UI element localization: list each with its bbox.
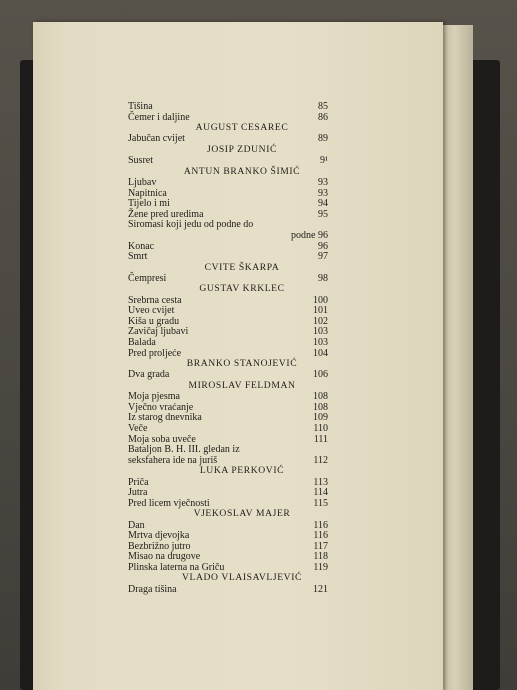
toc-entry-title: Srebrna cesta — [128, 294, 182, 306]
toc-entry — [128, 156, 328, 167]
toc-entry-title: Kiša u gradu — [128, 315, 180, 327]
toc-entry-page: podne 96 — [291, 229, 328, 241]
toc-entry — [128, 585, 328, 596]
toc-entry-page: 113 — [313, 476, 328, 488]
toc-author-heading: MIROSLAV FELDMAN — [188, 380, 296, 391]
toc-entry — [128, 563, 328, 574]
toc-entry-title: Tišina — [128, 101, 153, 112]
toc-entry — [128, 413, 328, 424]
toc-entry-title: Moja soba uveče — [128, 433, 196, 445]
toc-entry-page: 94 — [318, 198, 328, 210]
toc-entry-title: Ljubav — [128, 176, 157, 188]
toc-entry-page: 116 — [313, 519, 328, 531]
toc-entry-page: 106 — [313, 369, 328, 381]
toc-entry-title: Veče — [128, 422, 148, 434]
toc-entry-title: seksfahera ide na juriš — [128, 454, 218, 466]
toc-entry-title: Iz starog dnevnika — [128, 412, 202, 424]
toc-entry-page: 102 — [313, 315, 328, 327]
toc-entry — [128, 274, 328, 285]
toc-entry-title: Tijelo i mi — [128, 198, 170, 210]
toc-entry-title: Dan — [128, 519, 145, 531]
toc-author-heading: BRANKO STANOJEVIĆ — [186, 358, 298, 370]
toc-entry-title: Dva grada — [128, 369, 170, 381]
toc-entry-title: Zavičaj ljubavi — [128, 326, 189, 338]
toc-entry-page: 97 — [318, 251, 328, 263]
toc-entry-title: Žene pred uredima — [128, 208, 204, 220]
toc-author-heading: CVITE ŠKARPA — [204, 261, 280, 273]
toc-entry-page: 118 — [313, 551, 328, 563]
toc-entry-title: Vječno vraćanje — [128, 401, 194, 413]
toc-entry-page: 119 — [313, 561, 328, 573]
toc-entry-page: 95 — [318, 208, 328, 220]
toc-entry — [128, 242, 328, 253]
toc-entry-page: 112 — [313, 454, 328, 466]
toc-entry-title: Plinska laterna na Griču — [128, 561, 225, 573]
toc-entry-title: Uveo cvijet — [128, 305, 175, 317]
toc-entry — [128, 327, 328, 338]
toc-author-heading: VJEKOSLAV MAJER — [193, 508, 291, 520]
toc-entry-page: 103 — [313, 326, 328, 338]
toc-entry-page: 110 — [313, 422, 328, 434]
toc-entry-page: 114 — [313, 487, 328, 499]
toc-entry-page: 108 — [313, 391, 328, 403]
toc-author-heading: JOSIP ZDUNIĆ — [206, 143, 277, 155]
toc-entry-title: Bezbrižno jutro — [128, 540, 191, 552]
toc-entry — [128, 252, 328, 263]
toc-entry-title: Mrtva djevojka — [128, 530, 190, 542]
toc-author-heading: ANTUN BRANKO ŠIMIĆ — [183, 165, 301, 177]
toc-entry — [128, 456, 328, 467]
toc-entry — [128, 370, 328, 381]
toc-entry-title: Bataljon B. H. III. gledan iz — [128, 444, 240, 456]
toc-entry — [128, 178, 328, 189]
toc-entry-page: 116 — [313, 530, 328, 542]
toc-entry-page: 121 — [313, 583, 328, 595]
toc-author-heading: GUSTAV KRKLEC — [199, 283, 285, 295]
table-of-contents — [128, 102, 328, 595]
page-edges — [443, 25, 473, 690]
toc-author-heading: VLADO VLAISAVLJEVIĆ — [181, 572, 303, 584]
toc-entry-page: 101 — [313, 305, 328, 317]
toc-entry-page: 111 — [313, 433, 328, 445]
toc-entry-title: Konac — [128, 240, 155, 252]
toc-entry-page: 104 — [313, 347, 328, 359]
toc-entry — [128, 102, 328, 113]
toc-entry-title: Moja pjesma — [128, 391, 180, 403]
toc-entry-title: Čempresi — [128, 272, 167, 284]
toc-entry-page: 117 — [313, 540, 328, 552]
toc-entry — [128, 349, 328, 360]
toc-entry-title: Misao na drugove — [128, 551, 201, 563]
toc-entry — [128, 134, 328, 145]
toc-entry-title: Pred licem vječnosti — [128, 497, 210, 509]
toc-entry-title: Jabučan cvijet — [128, 133, 185, 145]
toc-author-heading: AUGUST CESAREC — [195, 122, 289, 134]
toc-entry-page: 86 — [318, 111, 328, 123]
toc-entry — [128, 478, 328, 489]
toc-entry-page: 85 — [318, 101, 328, 112]
toc-entry-page: 89 — [318, 133, 328, 145]
toc-entry — [128, 499, 328, 510]
toc-entry-title: Susret — [128, 155, 153, 167]
toc-entry-page: 93 — [318, 176, 328, 188]
toc-entry — [128, 424, 328, 435]
toc-entry-page: 100 — [313, 294, 328, 306]
toc-entry-title: Jutra — [128, 487, 148, 499]
toc-entry-page: 98 — [318, 272, 328, 284]
toc-entry-title: Draga tišina — [128, 583, 177, 595]
toc-entry-title: Čemer i daljine — [128, 111, 190, 123]
toc-author-heading: LUKA PERKOVIĆ — [199, 465, 285, 477]
toc-entry-title: Smrt — [128, 251, 148, 263]
toc-entry-page: 108 — [313, 401, 328, 413]
toc-entry-title: Priča — [128, 476, 149, 488]
toc-entry — [128, 231, 328, 242]
toc-entry-page: 109 — [313, 412, 328, 424]
toc-entry-page: 115 — [313, 497, 328, 509]
toc-entry-title: Napitnica — [128, 187, 167, 199]
toc-entry-page: 103 — [313, 337, 328, 349]
toc-entry — [128, 113, 328, 124]
toc-entry-title: Siromasi koji jedu od podne do — [128, 219, 254, 231]
toc-entry-page: 93 — [318, 187, 328, 199]
toc-entry-page: 9¹ — [320, 155, 328, 167]
toc-entry-page: 96 — [318, 240, 328, 252]
toc-entry-title: Pred proljeće — [128, 347, 182, 359]
toc-entry-title: Balada — [128, 337, 156, 349]
